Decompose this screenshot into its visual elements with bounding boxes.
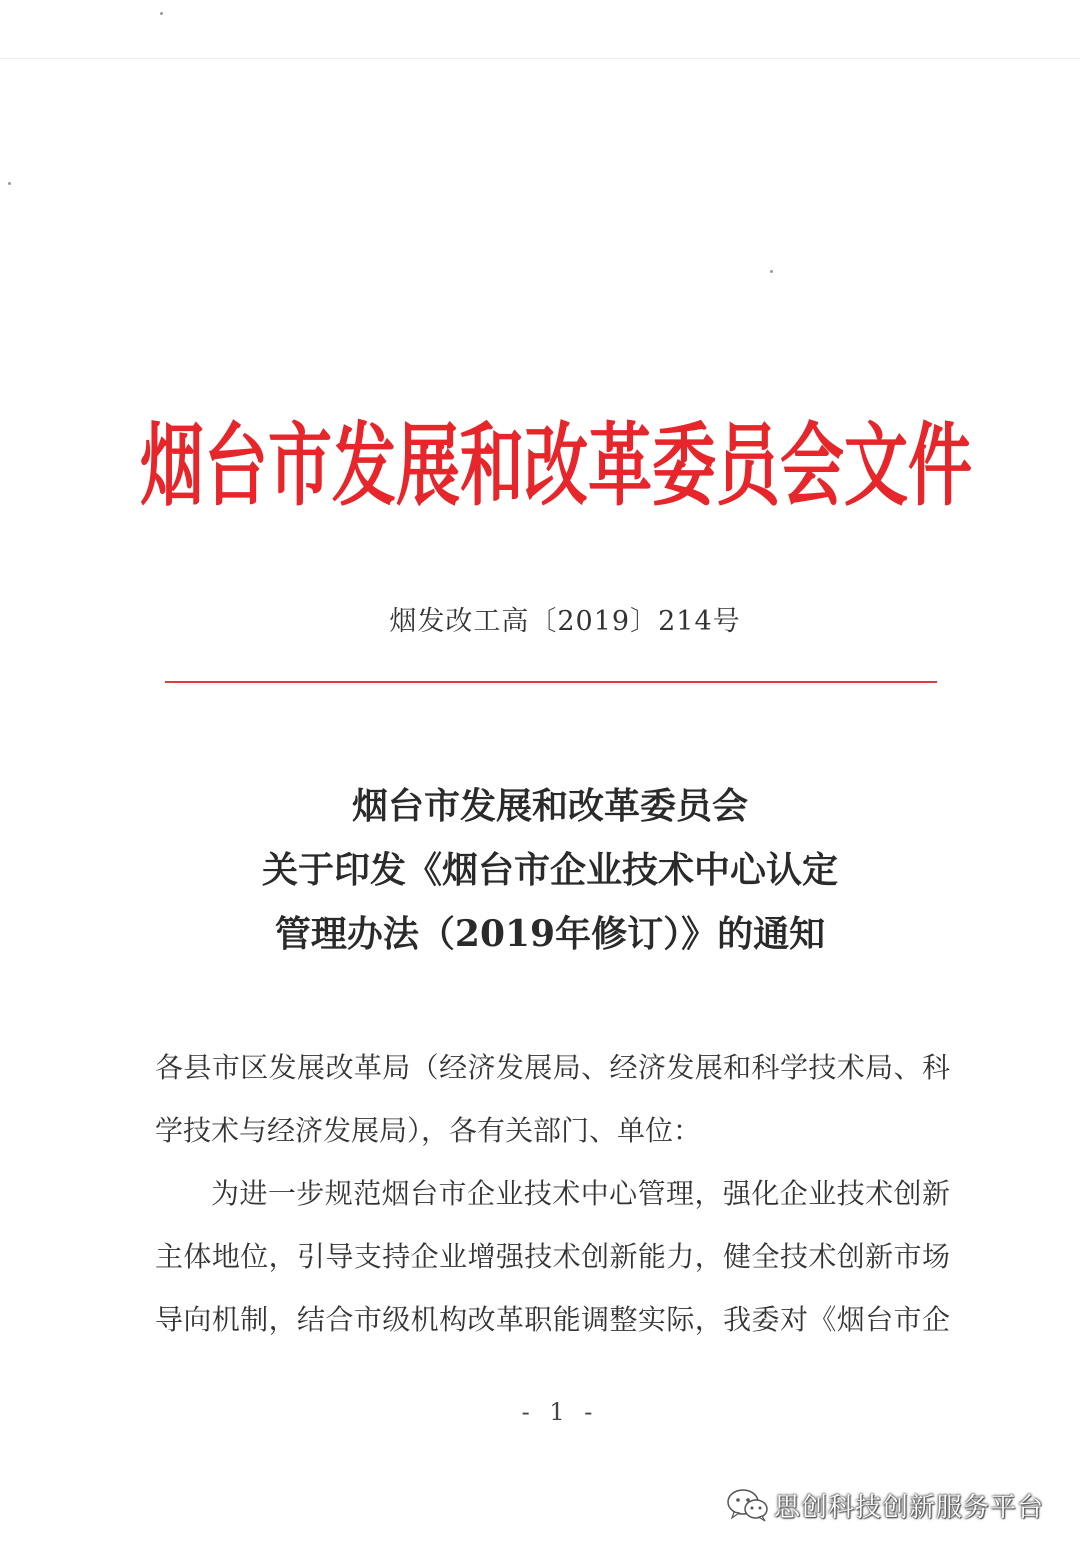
scan-speck [770, 270, 773, 273]
scan-speck [8, 182, 11, 185]
document-masthead: 烟台市发展和改革委员会文件 [140, 415, 972, 519]
document-title [140, 774, 960, 966]
title-line-1: 烟台市发展和改革委员会 [351, 785, 748, 827]
title-line-3: 管理办法（2019年修订）》的通知 [274, 913, 826, 955]
wechat-watermark [726, 1480, 1044, 1530]
page-number: - 1 - [521, 1398, 599, 1426]
document-number: 烟发改工高〔2019〕214号 [389, 606, 741, 637]
wechat-icon [726, 1487, 770, 1523]
body-line: 学技术与经济发展局），各有关部门、单位： [155, 1114, 702, 1147]
body-line: 导向机制，结合市级机构改革职能调整实际，我委对《烟台市企 [155, 1303, 950, 1336]
watermark-text: 思创科技创新服务平台 [774, 1492, 1045, 1523]
title-line-2: 关于印发《烟台市企业技术中心认定 [261, 849, 838, 891]
body-line: 各县市区发展改革局（经济发展局、经济发展和科学技术局、科 [155, 1051, 950, 1084]
scan-speck [160, 12, 163, 15]
scan-edge-line [0, 58, 1080, 59]
red-separator-line [165, 681, 937, 683]
body-line: 为进一步规范烟台市企业技术中心管理，强化企业技术创新 [211, 1177, 950, 1210]
body-line: 主体地位，引导支持企业增强技术创新能力，健全技术创新市场 [155, 1240, 950, 1273]
document-body [155, 1036, 950, 1351]
